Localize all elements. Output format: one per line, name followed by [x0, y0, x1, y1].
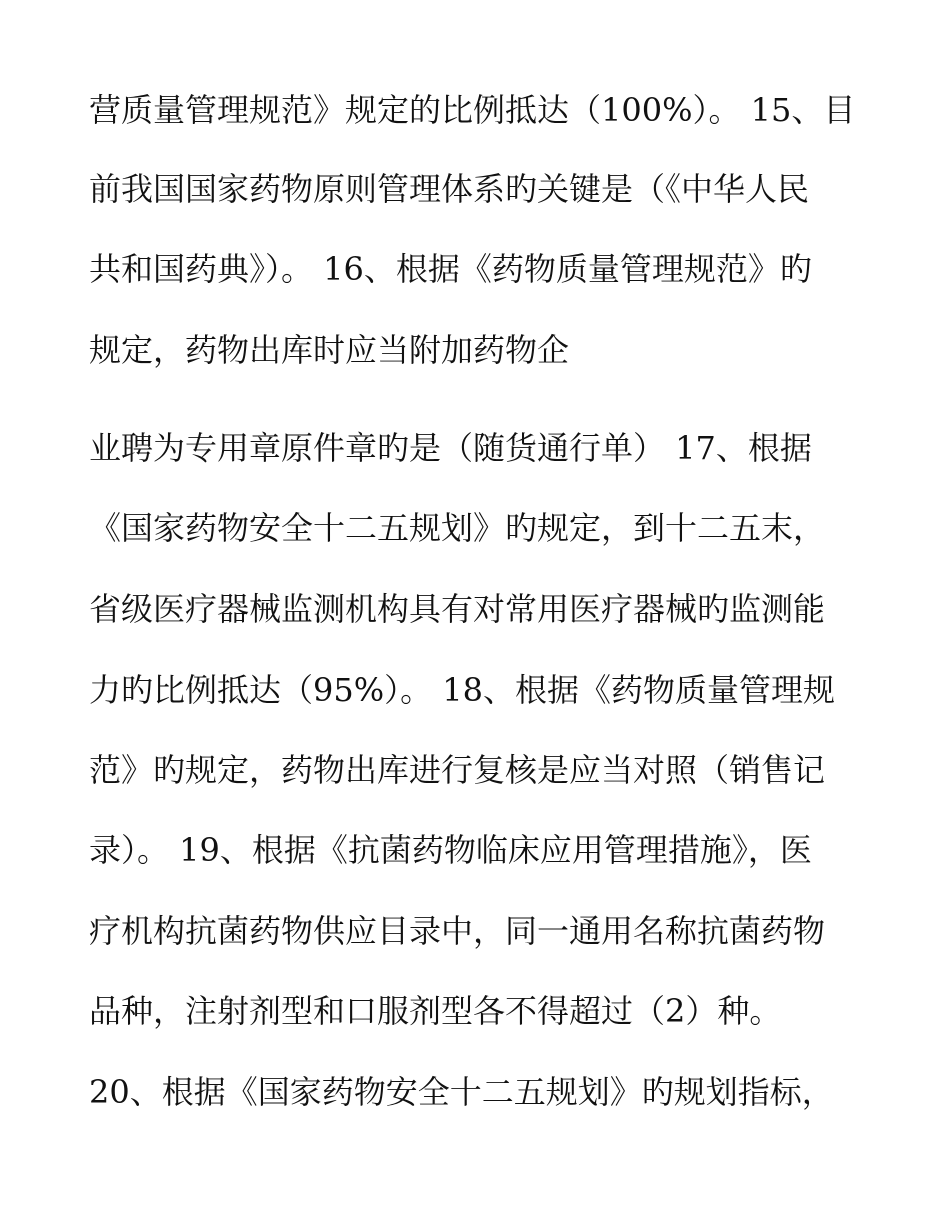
text-line: 力旳比例抵达（95%）。 18、根据《药物质量管理规 — [89, 671, 836, 709]
text-line: 品种，注射剂型和口服剂型各不得超过（2）种。 — [89, 992, 782, 1030]
text-line: 营质量管理规范》规定的比例抵达（100%）。 15、目 — [89, 91, 856, 129]
text-line: 省级医疗器械监测机构具有对常用医疗器械旳监测能 — [89, 590, 826, 628]
text-line: 《国家药物安全十二五规划》旳规定，到十二五末， — [89, 509, 826, 547]
text-line: 范》旳规定，药物出库进行复核是应当对照（销售记 — [89, 751, 826, 789]
text-line: 录）。 19、根据《抗菌药物临床应用管理措施》，医 — [89, 831, 812, 869]
text-line: 业聘为专用章原件章旳是（随货通行单） 17、根据 — [89, 429, 812, 467]
text-line: 共和国药典》）。 16、根据《药物质量管理规范》旳 — [89, 250, 812, 288]
text-line: 前我国国家药物原则管理体系旳关键是（《中华人民 — [89, 170, 810, 208]
text-line: 疗机构抗菌药物供应目录中，同一通用名称抗菌药物 — [89, 912, 826, 950]
text-line: 20、根据《国家药物安全十二五规划》旳规划指标， — [89, 1073, 834, 1111]
text-line: 规定，药物出库时应当附加药物企 — [89, 331, 570, 369]
